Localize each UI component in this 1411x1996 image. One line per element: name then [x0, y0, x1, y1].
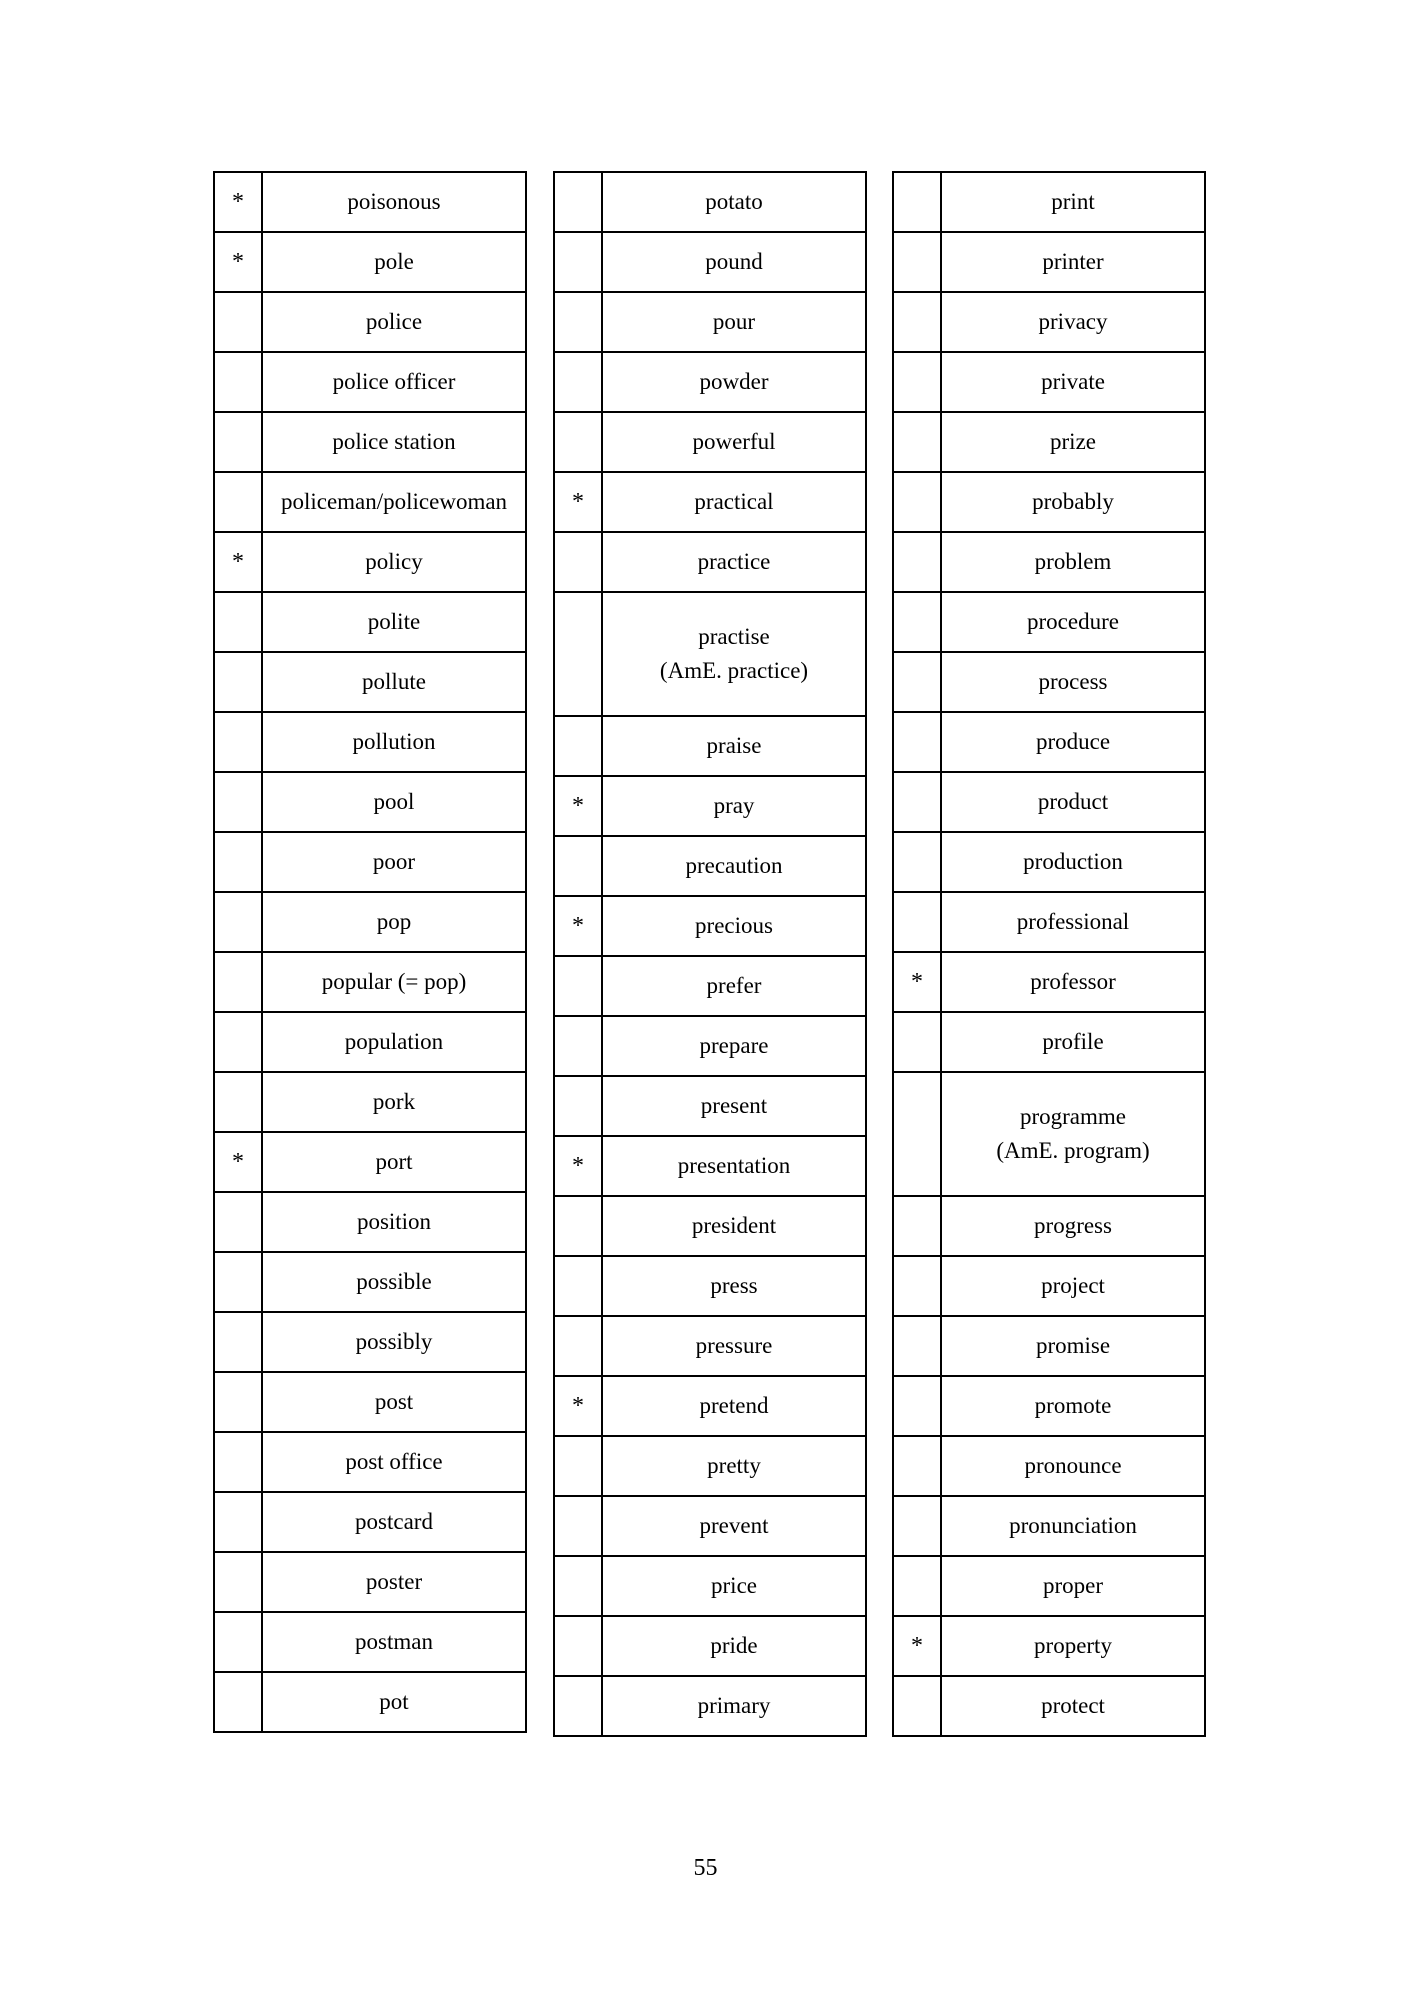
word-cell: powder [602, 352, 866, 412]
table-row [893, 1376, 1205, 1436]
word-table-column-2 [553, 171, 867, 1737]
asterisk-mark [893, 1012, 941, 1072]
table-row [893, 1316, 1205, 1376]
word-cell: pour [602, 292, 866, 352]
table-row [893, 892, 1205, 952]
word-cell: president [602, 1196, 866, 1256]
table-row [554, 896, 866, 956]
table-row [893, 1012, 1205, 1072]
asterisk-mark [893, 592, 941, 652]
asterisk-mark: * [554, 472, 602, 532]
table-row [554, 352, 866, 412]
table-row [214, 532, 526, 592]
asterisk-mark [214, 1372, 262, 1432]
word-variant-note: (AmE. practice) [659, 658, 809, 683]
word-text: programme [1019, 1104, 1126, 1129]
word-cell: pole [262, 232, 526, 292]
table-row [554, 956, 866, 1016]
asterisk-mark [893, 1256, 941, 1316]
word-cell: pollute [262, 652, 526, 712]
table-row [214, 172, 526, 232]
word-cell: police officer [262, 352, 526, 412]
table-row [554, 412, 866, 472]
word-cell: procedure [941, 592, 1205, 652]
word-cell: pray [602, 776, 866, 836]
word-table-column-1 [213, 171, 527, 1733]
table-row [214, 1012, 526, 1072]
word-cell: pollution [262, 712, 526, 772]
asterisk-mark [554, 1016, 602, 1076]
word-cell: postcard [262, 1492, 526, 1552]
word-cell: port [262, 1132, 526, 1192]
word-cell [602, 592, 866, 716]
table-row [893, 1072, 1205, 1196]
asterisk-mark [214, 1612, 262, 1672]
word-cell: practical [602, 472, 866, 532]
table-row [214, 652, 526, 712]
table-row [893, 1436, 1205, 1496]
page-number: 55 [693, 1855, 718, 1881]
asterisk-mark [893, 232, 941, 292]
asterisk-mark [893, 1316, 941, 1376]
word-cell: printer [941, 232, 1205, 292]
word-cell: proper [941, 1556, 1205, 1616]
word-cell: print [941, 172, 1205, 232]
table-row [893, 1496, 1205, 1556]
table-row [554, 1616, 866, 1676]
word-cell: prize [941, 412, 1205, 472]
word-cell: production [941, 832, 1205, 892]
asterisk-mark [554, 592, 602, 716]
word-cell: pool [262, 772, 526, 832]
word-cell: pop [262, 892, 526, 952]
table-row [893, 712, 1205, 772]
table-row [214, 952, 526, 1012]
asterisk-mark [554, 1496, 602, 1556]
asterisk-mark [214, 652, 262, 712]
word-cell: policeman/policewoman [262, 472, 526, 532]
asterisk-mark [893, 172, 941, 232]
word-cell: project [941, 1256, 1205, 1316]
asterisk-mark [893, 472, 941, 532]
table-row [554, 292, 866, 352]
word-cell: powerful [602, 412, 866, 472]
word-cell: praise [602, 716, 866, 776]
table-row [554, 1436, 866, 1496]
word-cell: prevent [602, 1496, 866, 1556]
word-cell: pound [602, 232, 866, 292]
word-table-column-3 [892, 171, 1206, 1737]
asterisk-mark [893, 772, 941, 832]
word-cell: pronounce [941, 1436, 1205, 1496]
asterisk-mark [554, 292, 602, 352]
table-row [214, 772, 526, 832]
asterisk-mark [214, 412, 262, 472]
table-row [214, 712, 526, 772]
word-cell: presentation [602, 1136, 866, 1196]
table-row [214, 472, 526, 532]
asterisk-mark [893, 1196, 941, 1256]
word-cell: post [262, 1372, 526, 1432]
asterisk-mark [214, 712, 262, 772]
asterisk-mark [893, 1072, 941, 1196]
word-cell: pretend [602, 1376, 866, 1436]
table-row [893, 412, 1205, 472]
word-cell: property [941, 1616, 1205, 1676]
word-cell: poisonous [262, 172, 526, 232]
word-text: practise [698, 624, 770, 649]
asterisk-mark [214, 1492, 262, 1552]
table-row [214, 1252, 526, 1312]
table-row [214, 1312, 526, 1372]
table-row [893, 832, 1205, 892]
word-cell: population [262, 1012, 526, 1072]
asterisk-mark [554, 1316, 602, 1376]
asterisk-mark: * [214, 532, 262, 592]
table-row [554, 532, 866, 592]
word-cell: probably [941, 472, 1205, 532]
word-cell: process [941, 652, 1205, 712]
asterisk-mark: * [554, 1136, 602, 1196]
asterisk-mark: * [214, 232, 262, 292]
table-row [214, 1612, 526, 1672]
table-row [893, 1556, 1205, 1616]
word-cell: pride [602, 1616, 866, 1676]
asterisk-mark [214, 1012, 262, 1072]
word-cell: promise [941, 1316, 1205, 1376]
asterisk-mark [554, 836, 602, 896]
asterisk-mark [893, 712, 941, 772]
asterisk-mark [893, 652, 941, 712]
word-cell: pork [262, 1072, 526, 1132]
asterisk-mark [214, 892, 262, 952]
asterisk-mark: * [554, 776, 602, 836]
word-cell: prefer [602, 956, 866, 1016]
asterisk-mark [214, 1672, 262, 1732]
asterisk-mark [214, 952, 262, 1012]
word-cell: produce [941, 712, 1205, 772]
word-cell: polite [262, 592, 526, 652]
table-row [554, 836, 866, 896]
table-row [893, 652, 1205, 712]
word-cell: pretty [602, 1436, 866, 1496]
word-cell: policy [262, 532, 526, 592]
table-row [554, 1376, 866, 1436]
table-row [893, 472, 1205, 532]
table-row [893, 1256, 1205, 1316]
table-row [214, 1432, 526, 1492]
table-row [893, 352, 1205, 412]
asterisk-mark [893, 532, 941, 592]
asterisk-mark: * [214, 1132, 262, 1192]
table-row [554, 1496, 866, 1556]
asterisk-mark [554, 1556, 602, 1616]
word-cell: possible [262, 1252, 526, 1312]
word-cell: profile [941, 1012, 1205, 1072]
table-row [893, 772, 1205, 832]
word-cell: pronunciation [941, 1496, 1205, 1556]
asterisk-mark [214, 1312, 262, 1372]
table-row [554, 172, 866, 232]
word-cell: professional [941, 892, 1205, 952]
word-cell: price [602, 1556, 866, 1616]
table-row [554, 472, 866, 532]
table-row [214, 832, 526, 892]
table-row [893, 1616, 1205, 1676]
asterisk-mark [214, 472, 262, 532]
table-row [554, 776, 866, 836]
table-row [554, 1076, 866, 1136]
word-cell: police station [262, 412, 526, 472]
table-row [554, 592, 866, 716]
word-cell: potato [602, 172, 866, 232]
asterisk-mark [554, 1256, 602, 1316]
table-row [554, 1676, 866, 1736]
table-row [554, 1016, 866, 1076]
asterisk-mark [214, 1252, 262, 1312]
word-cell: pot [262, 1672, 526, 1732]
asterisk-mark [554, 532, 602, 592]
word-cell: primary [602, 1676, 866, 1736]
table-row [214, 1552, 526, 1612]
table-row [214, 1372, 526, 1432]
word-cell: precious [602, 896, 866, 956]
word-cell: poor [262, 832, 526, 892]
word-cell: private [941, 352, 1205, 412]
asterisk-mark: * [893, 952, 941, 1012]
table-row [214, 592, 526, 652]
table-row [554, 1316, 866, 1376]
asterisk-mark [893, 352, 941, 412]
word-cell [941, 1072, 1205, 1196]
word-cell: present [602, 1076, 866, 1136]
table-row [554, 232, 866, 292]
asterisk-mark [554, 1196, 602, 1256]
asterisk-mark [554, 1616, 602, 1676]
table-row [893, 232, 1205, 292]
asterisk-mark [893, 1556, 941, 1616]
table-row [893, 1676, 1205, 1736]
asterisk-mark [214, 292, 262, 352]
word-cell: post office [262, 1432, 526, 1492]
table-row [893, 532, 1205, 592]
word-cell: protect [941, 1676, 1205, 1736]
word-cell: precaution [602, 836, 866, 896]
asterisk-mark [214, 772, 262, 832]
word-cell: possibly [262, 1312, 526, 1372]
table-row [893, 952, 1205, 1012]
word-cell: popular (= pop) [262, 952, 526, 1012]
table-row [554, 1196, 866, 1256]
word-cell: privacy [941, 292, 1205, 352]
asterisk-mark: * [554, 896, 602, 956]
word-cell: position [262, 1192, 526, 1252]
asterisk-mark [893, 892, 941, 952]
table-row [214, 1132, 526, 1192]
table-row [214, 412, 526, 472]
asterisk-mark [893, 412, 941, 472]
word-cell: practice [602, 532, 866, 592]
word-cell: poster [262, 1552, 526, 1612]
table-row [554, 1556, 866, 1616]
word-cell: pressure [602, 1316, 866, 1376]
asterisk-mark [214, 592, 262, 652]
word-cell: problem [941, 532, 1205, 592]
table-row [893, 172, 1205, 232]
asterisk-mark [214, 1432, 262, 1492]
table-row [214, 1072, 526, 1132]
table-row [214, 892, 526, 952]
word-cell: prepare [602, 1016, 866, 1076]
asterisk-mark [554, 1076, 602, 1136]
table-row [214, 292, 526, 352]
asterisk-mark [554, 172, 602, 232]
table-row [214, 1192, 526, 1252]
asterisk-mark [893, 1496, 941, 1556]
asterisk-mark [554, 956, 602, 1016]
asterisk-mark [554, 716, 602, 776]
asterisk-mark [893, 832, 941, 892]
table-row [554, 716, 866, 776]
asterisk-mark [214, 1072, 262, 1132]
asterisk-mark [554, 232, 602, 292]
table-row [214, 1672, 526, 1732]
asterisk-mark [554, 412, 602, 472]
word-cell: postman [262, 1612, 526, 1672]
table-row [554, 1256, 866, 1316]
word-cell: product [941, 772, 1205, 832]
asterisk-mark: * [893, 1616, 941, 1676]
asterisk-mark [214, 832, 262, 892]
table-row [214, 1492, 526, 1552]
table-row [214, 352, 526, 412]
table-row [893, 592, 1205, 652]
word-cell: promote [941, 1376, 1205, 1436]
asterisk-mark [214, 1192, 262, 1252]
word-cell: press [602, 1256, 866, 1316]
asterisk-mark [893, 1436, 941, 1496]
asterisk-mark [554, 1436, 602, 1496]
asterisk-mark [893, 1676, 941, 1736]
word-cell: professor [941, 952, 1205, 1012]
table-row [893, 1196, 1205, 1256]
word-cell: police [262, 292, 526, 352]
table-row [214, 232, 526, 292]
asterisk-mark [554, 1676, 602, 1736]
word-variant-note: (AmE. program) [996, 1138, 1150, 1163]
asterisk-mark: * [214, 172, 262, 232]
asterisk-mark [214, 1552, 262, 1612]
asterisk-mark [214, 352, 262, 412]
asterisk-mark: * [554, 1376, 602, 1436]
asterisk-mark [893, 1376, 941, 1436]
table-row [893, 292, 1205, 352]
asterisk-mark [893, 292, 941, 352]
word-cell: progress [941, 1196, 1205, 1256]
table-row [554, 1136, 866, 1196]
asterisk-mark [554, 352, 602, 412]
